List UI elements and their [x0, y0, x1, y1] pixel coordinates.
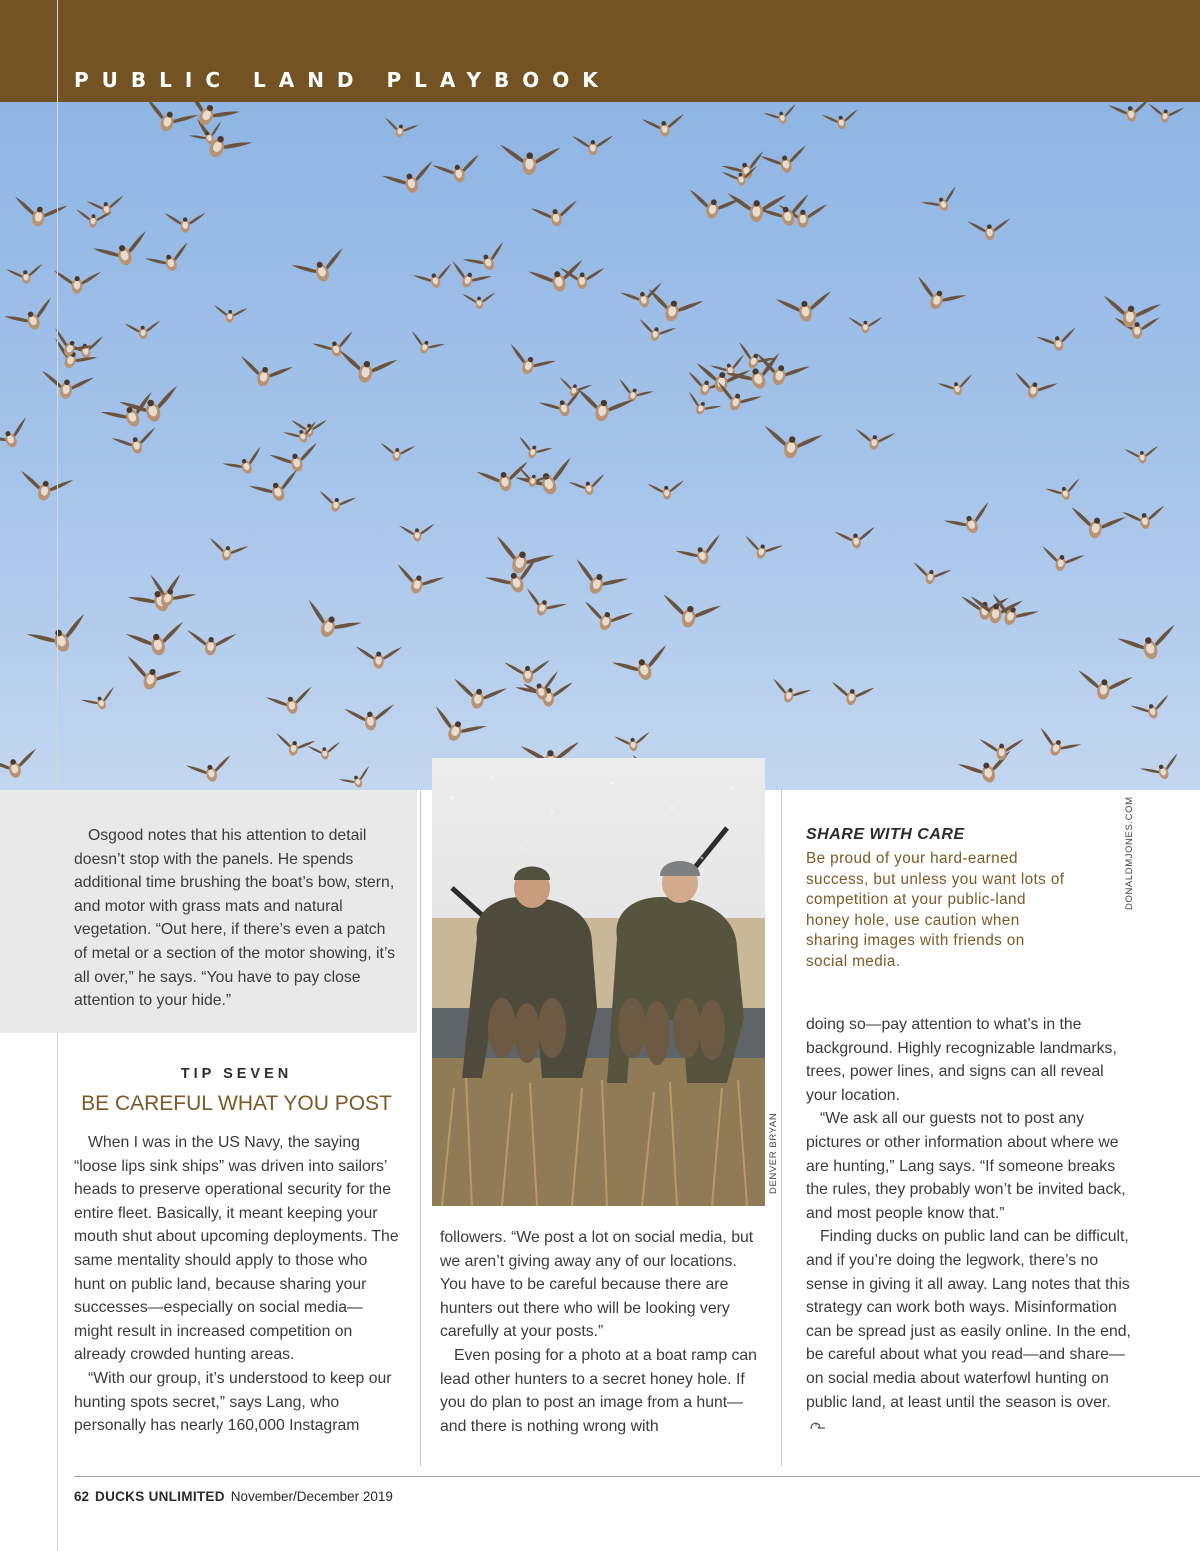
paragraph: When I was in the US Navy, the saying “loose lips sink ships” was driven into sailors’ heads to preserve operational security for the entire fleet. Basically, it meant keeping your mouth shut about upcoming deployments. The same mentality should apply to those who hunt on public land, because sharing your successes—especially on social media—might result in increased competition on already crowded hunting areas. [74, 1134, 399, 1364]
sidebar-title: SHARE WITH CARE [806, 826, 965, 843]
paragraph-text: Finding ducks on public land can be difficult, and if you’re doing the legwork, there’s no sense in giving it all away. Lang notes that this strategy can work both ways. Misinformation can be spread just as easily online. In the end, be careful about what you read—and share—on social media about waterfowl hunting on public land, at least until the season is over. [806, 1228, 1131, 1411]
col1-bottom-text [74, 1131, 399, 1438]
section-label: PUBLIC LAND PLAYBOOK [74, 68, 611, 92]
duck-head-end-mark-icon [809, 1421, 827, 1431]
issue-date: November/December 2019 [230, 1489, 393, 1504]
col1-top-text [74, 824, 399, 1013]
paragraph: Osgood notes that his attention to detail doesn’t stop with the panels. He spends additional time brushing the boat’s bow, stern, and motor with grass mats and natural vegetation. “Out here, if there’s even a patch of metal or a section of the motor showing, it’s all over,” he says. “You have to pay close attention to your hide.” [74, 827, 396, 1010]
column-divider [420, 790, 421, 1466]
paragraph: Even posing for a photo at a boat ramp can lead other hunters to a secret honey hole. If you do plan to post an image from a hunt—and there is nothing wrong with [440, 1346, 757, 1435]
tip-title: BE CAREFUL WHAT YOU POST [81, 1092, 392, 1115]
paragraph: “We ask all our guests not to post any pictures or other information about where we are hunting,” Lang says. “If someone breaks the rules, they probably won’t be invited back, and most people know that.” [806, 1110, 1126, 1222]
magazine-name: DUCKS UNLIMITED [95, 1489, 225, 1504]
page-number: 62 [74, 1489, 90, 1504]
col3-text [806, 1013, 1131, 1438]
sidebar-text: Be proud of your hard-earned success, but unless you want lots of competition at your public-land honey hole, use caution when sharing images with friends on social media. [806, 850, 1065, 970]
hero-photo [0, 102, 1200, 790]
inset-photo [432, 758, 765, 1206]
inset-photo-credit: DENVER BRYAN [768, 1112, 779, 1194]
footer [74, 1489, 393, 1504]
paragraph: doing so—pay attention to what’s in the background. Highly recognizable landmarks, trees, power lines, and signs can all reveal your location. [806, 1016, 1117, 1104]
paragraph [806, 1225, 1131, 1437]
paragraph: followers. “We post a lot on social media, but we aren’t giving away any of our locations. You have to be careful because there are hunters out there who will be looking very carefully at your posts.” [440, 1229, 754, 1341]
footer-rule [74, 1476, 1200, 1477]
paragraph: “With our group, it’s understood to keep our hunting spots secret,” says Lang, who personally has nearly 160,000 Instagram [74, 1369, 392, 1435]
hero-photo-credit: DONALDMJONES.COM [1124, 796, 1135, 910]
col2-text [440, 1226, 762, 1438]
tip-kicker: TIP SEVEN [180, 1066, 293, 1082]
column-divider [781, 790, 782, 1466]
page-margin-rule [57, 0, 58, 1551]
